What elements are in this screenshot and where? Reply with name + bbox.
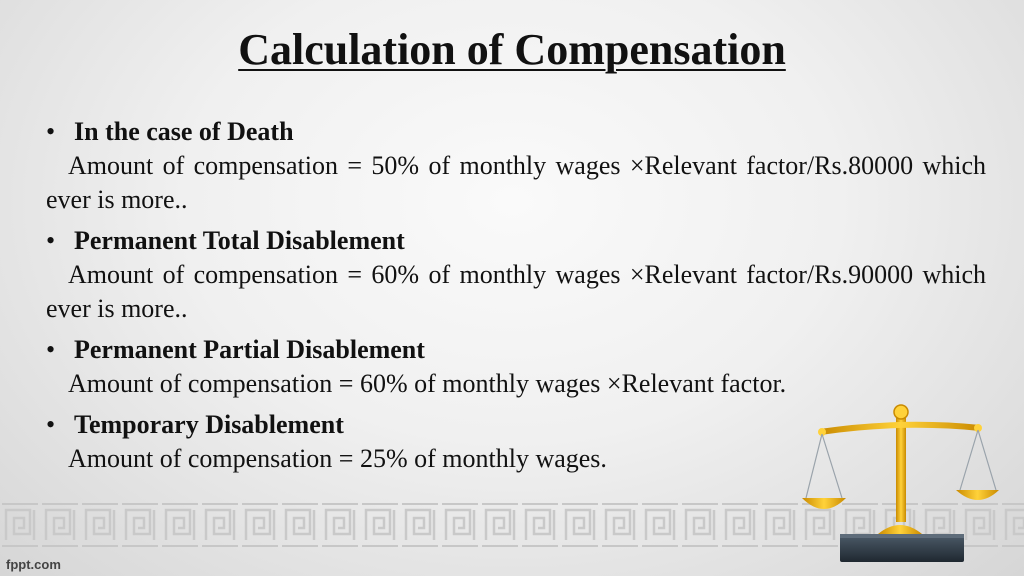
paragraph-temporary: Amount of compensation = 25% of monthly wages. <box>68 444 607 473</box>
paragraph-permanent-total: Amount of compensation = 60% of monthly wages ×Relevant factor/Rs.90000 which ever is more.. <box>46 260 986 323</box>
bullet-heading-permanent-partial: Permanent Partial Disablement <box>74 335 425 364</box>
bullet-permanent-partial <box>46 332 986 367</box>
bullet-marker: • <box>46 117 56 146</box>
bullet-marker: • <box>46 226 56 255</box>
bullet-heading-temporary: Temporary Disablement <box>74 410 344 439</box>
paragraph-death: Amount of compensation = 50% of monthly wages ×Relevant factor/Rs.80000 which ever is more.. <box>46 151 986 214</box>
bullet-heading-death: In the case of Death <box>74 117 294 146</box>
slide-title: Calculation of Compensation <box>238 25 786 74</box>
bullet-marker: • <box>46 335 56 364</box>
bullet-permanent-total <box>46 223 986 258</box>
bullet-heading-permanent-total: Permanent Total Disablement <box>74 226 405 255</box>
slide-content <box>46 114 986 476</box>
paragraph-permanent-partial: Amount of compensation = 60% of monthly wages ×Relevant factor. <box>68 369 787 398</box>
footer-logo[interactable]: fppt.com <box>6 557 61 572</box>
bullet-death <box>46 114 986 149</box>
bullet-marker: • <box>46 410 56 439</box>
bullet-temporary <box>46 407 986 442</box>
